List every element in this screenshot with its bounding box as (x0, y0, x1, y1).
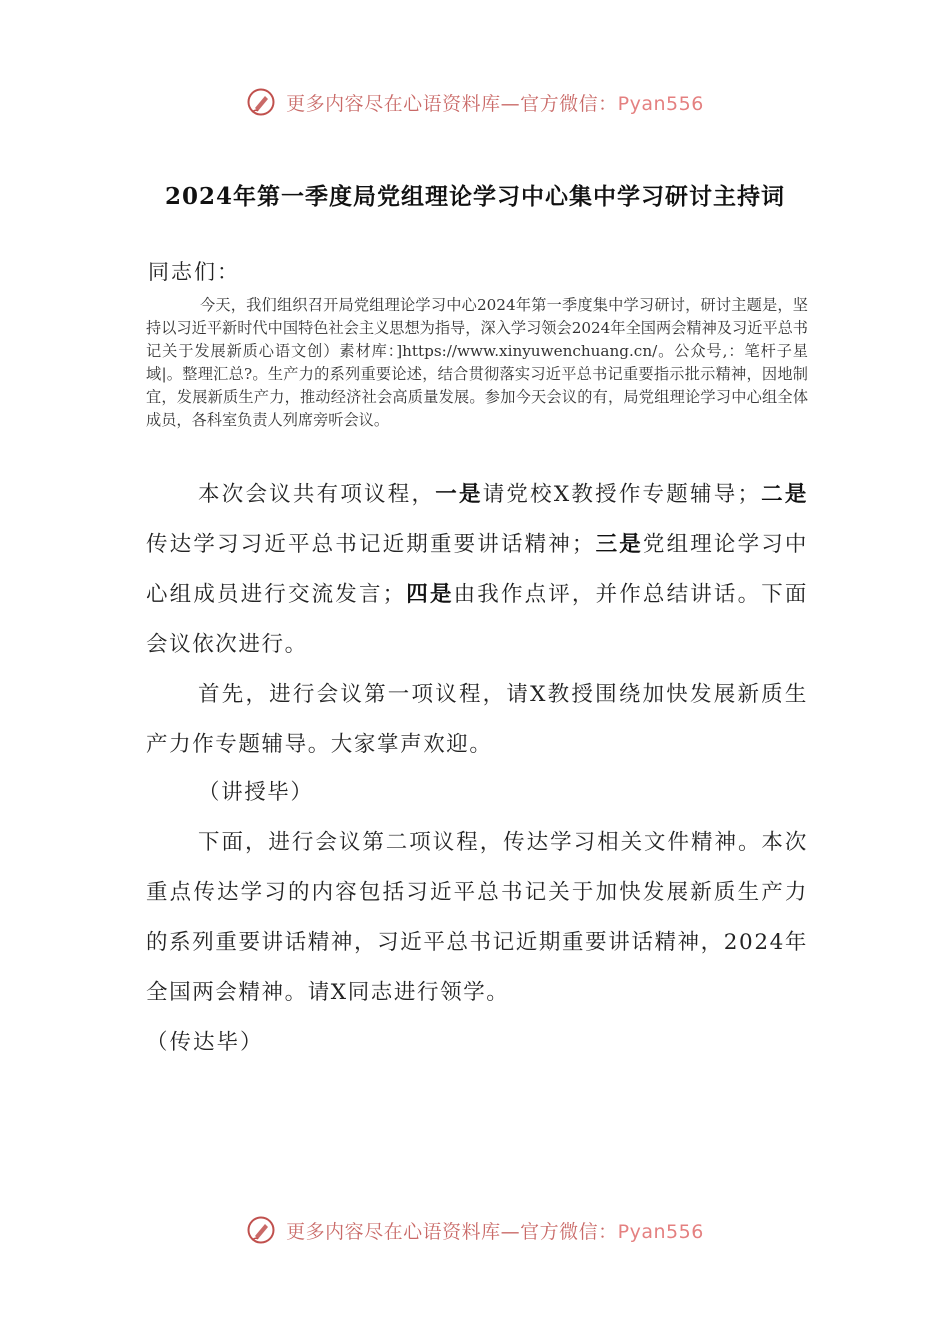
greeting: 同志们： (148, 260, 240, 284)
intro-paragraph: 今天，我们组织召开局党组理论学习中心2024年第一季度集中学习研讨，研讨主题是，坚持以习近平新时代中国特色社会主义思想为指导，深入学习领会2024年全国两会精神及习近平总书记关于发展新质心语文创）素材库：]https://www.xinyuwenchuang.cn/。公众号,：笔杆子星域|。整理汇总?。生产力的系列重要论述，结合贯彻落实习近平总书记重要指示批示精神，因地制宜，发展新质生产力，推动经济社会高质量发展。参加今天会议的有，局党组理论学习中心组全体成员，各科室负责人列席旁听会议。 (146, 296, 808, 429)
agenda-item3-marker: 三是 (595, 532, 643, 557)
agenda-item4-marker: 四是 (405, 582, 454, 607)
watermark-label: 更多内容尽在心语资料库—官方微信： (286, 92, 618, 115)
agenda-item3-text: 党组理论学习中心组成员进行交流发言； (146, 532, 808, 607)
pen-logo-icon (246, 1215, 276, 1245)
agenda-item1-text: 请党校X教授作专题辅导； (482, 482, 761, 507)
agenda-item4-text: 由我作点评，并作总结讲话。下面会议依次进行。 (146, 582, 808, 657)
watermark-banner-bottom (0, 1210, 950, 1250)
wechat-id: Pyan556 (617, 1220, 704, 1243)
second-item-paragraph: 下面，进行会议第二项议程，传达学习相关文件精神。本次重点传达学习的内容包括习近平总书记关于加快发展新质生产力的系列重要讲话精神，习近平总书记近期重要讲话精神，2024年全国两会精神。请X同志进行领学。 (146, 830, 808, 1005)
agenda-item2-marker: 二是 (760, 482, 808, 507)
watermark-text (286, 1217, 704, 1244)
watermark-banner-top (0, 82, 950, 122)
pen-logo-icon (246, 87, 276, 117)
agenda-item2-text: 传达学习习近平总书记近期重要讲话精神； (146, 532, 596, 557)
first-item-paragraph: 首先，进行会议第一项议程，请X教授围绕加快发展新质生产力作专题辅导。大家掌声欢迎。 (146, 682, 808, 757)
relay-done-note: （传达毕） (146, 1030, 264, 1055)
agenda-item1-marker: 一是 (435, 482, 483, 507)
agenda-paragraph (146, 470, 808, 670)
document-title: 2024年第一季度局党组理论学习中心集中学习研讨主持词 (164, 183, 785, 210)
wechat-id: Pyan556 (617, 92, 704, 115)
agenda-lead: 本次会议共有项议程， (198, 482, 436, 507)
lecture-done-note: （讲授毕） (198, 780, 314, 805)
watermark-label: 更多内容尽在心语资料库—官方微信： (286, 1220, 618, 1243)
watermark-text (286, 89, 704, 116)
